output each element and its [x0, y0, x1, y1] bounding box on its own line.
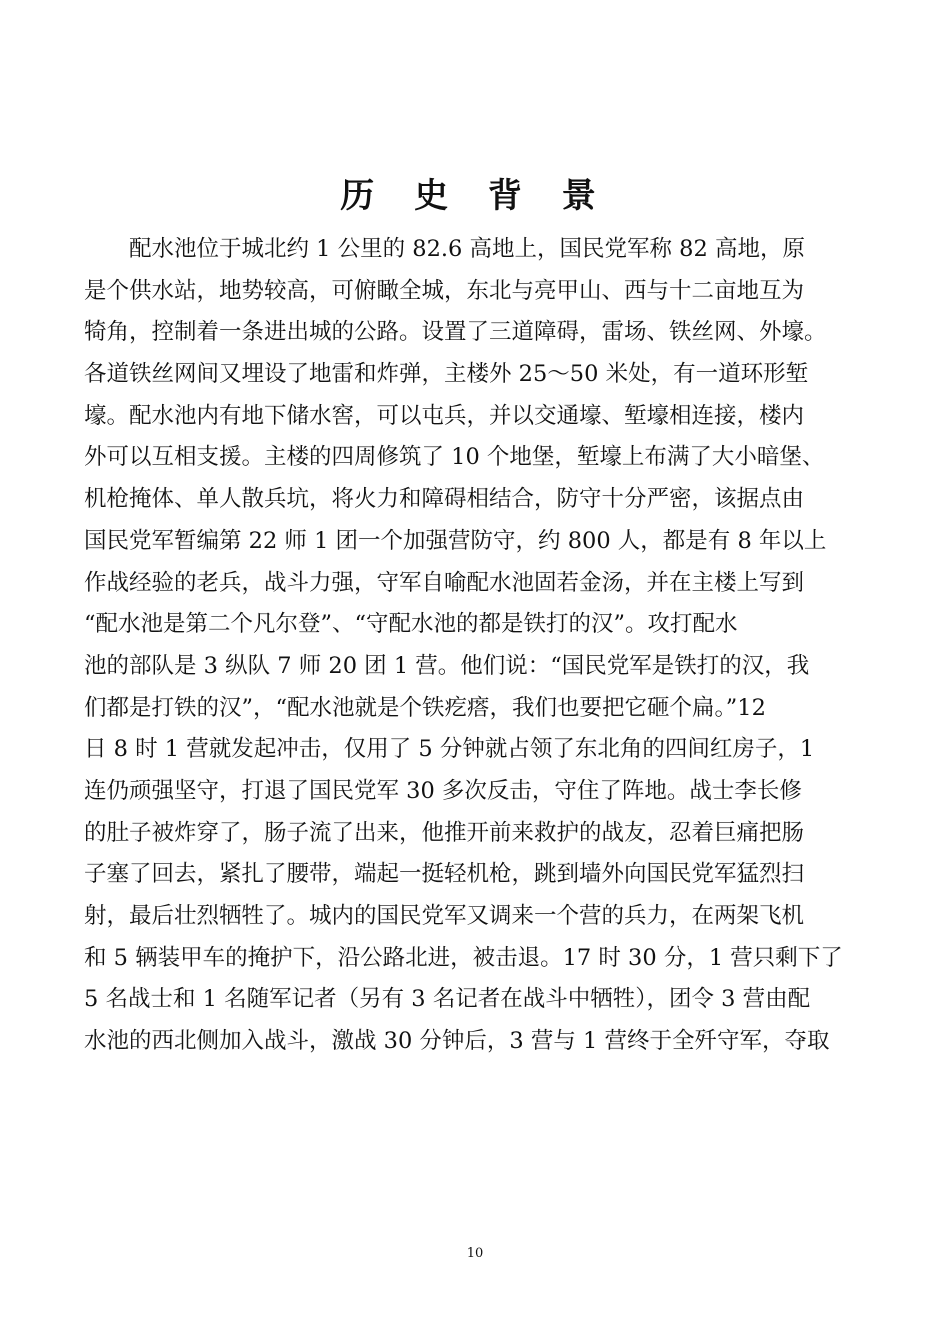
- text-line: 是个供水站，地势较高，可俯瞰全城，东北与亮甲山、西与十二亩地互为: [84, 277, 805, 304]
- text-line: 们都是打铁的汉”，“配水池就是个铁疙瘩，我们也要把它砸个扁。”12: [84, 694, 766, 721]
- text-line: 壕。配水池内有地下储水窖，可以屯兵，并以交通壕、堑壕相连接，楼内: [84, 402, 805, 429]
- text-line: 作战经验的老兵，战斗力强，守军自喻配水池固若金汤，并在主楼上写到: [84, 569, 805, 596]
- text-line: 外可以互相支援。主楼的四周修筑了 10 个地堡，堑壕上布满了大小暗堡、: [84, 444, 825, 471]
- text-line: 池的部队是 3 纵队 7 师 20 团 1 营。他们说：“国民党军是铁打的汉，我: [84, 652, 810, 679]
- text-line: 日 8 时 1 营就发起冲击，仅用了 5 分钟就占领了东北角的四间红房子，1: [84, 736, 815, 763]
- text-line: 射，最后壮烈牺牲了。城内的国民党军又调来一个营的兵力，在两架飞机: [84, 903, 805, 929]
- page-number: 10: [466, 1246, 484, 1261]
- text-line: 国民党军暂编第 22 师 1 团一个加强营防守，约 800 人，都是有 8 年以上: [84, 527, 827, 554]
- text-line: 水池的西北侧加入战斗，激战 30 分钟后，3 营与 1 营终于全歼守军，夺取: [84, 1028, 830, 1055]
- text-line: 配水池位于城北约 1 公里的 82.6 高地上，国民党军称 82 高地，原: [84, 236, 805, 262]
- body-paragraph: [84, 229, 874, 1063]
- text-line: 犄角，控制着一条进出城的公路。设置了三道障碍，雷场、铁丝网、外壕。: [84, 319, 827, 346]
- text-line: 5 名战士和 1 名随军记者（另有 3 名记者在战斗中牺牲），团令 3 营由配: [84, 986, 811, 1013]
- page-title: 历 史 背 景: [340, 176, 610, 216]
- text-line: 的肚子被炸穿了，肠子流了出来，他推开前来救护的战友，忍着巨痛把肠: [84, 819, 805, 846]
- text-line: 机枪掩体、单人散兵坑，将火力和障碍相结合，防守十分严密，该据点由: [84, 486, 805, 513]
- text-line: 子塞了回去，紧扎了腰带，端起一挺轻机枪，跳到墙外向国民党军猛烈扫: [84, 861, 805, 888]
- text-line: 连仍顽强坚守，打退了国民党军 30 多次反击，守住了阵地。战士李长修: [84, 777, 802, 804]
- text-line: 各道铁丝网间又埋设了地雷和炸弹，主楼外 25～50 米处，有一道环形堑: [84, 361, 809, 388]
- text-line: 和 5 辆装甲车的掩护下，沿公路北进，被击退。17 时 30 分，1 营只剩下了: [84, 944, 843, 971]
- text-line: “配水池是第二个凡尔登”、“守配水池的都是铁打的汉”。攻打配水: [84, 611, 738, 638]
